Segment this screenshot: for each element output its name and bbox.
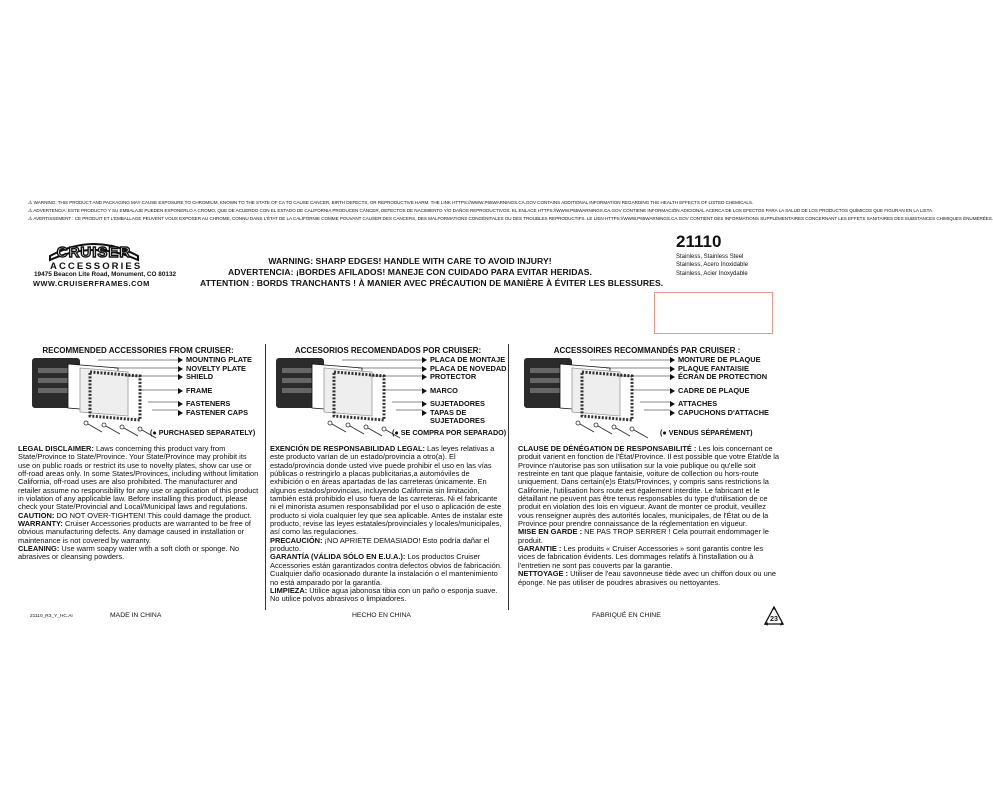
sharp-warning-en: WARNING: SHARP EDGES! HANDLE WITH CARE TO AVOID INJURY! bbox=[268, 256, 552, 266]
prop65-warning-fr: ⚠ AVERTISSEMENT : CE PRODUIT ET L'EMBALLAGE PEUVENT VOUS EXPOSER AU CHROME, CONNU DANS L'ÉTAT DE LA CALIFORNIE COMME POUVANT CAUSER DES CANCERS, DES MALFORMATIONS CONGÉNITALES OU DES TROUBLES REPRODUCTIFS. LE LIEN HTTPS://WWW.P65WARNINGS.CA.GOV CONTIENT DES INFORMATIONS SUPPLÉMENTAIRES CONCERNANT LES EFFETS SANITAIRES DES SUBSTANCES CHIMIQUES ÉNUMÉRÉES. bbox=[28, 216, 993, 222]
part-item: SUJETADORES bbox=[430, 416, 485, 425]
part-item: FASTENERS bbox=[178, 400, 252, 409]
parts-list-en bbox=[178, 356, 252, 417]
part-item: MONTURE DE PLAQUE bbox=[670, 356, 769, 365]
col-title-en: RECOMMENDED ACCESSORIES FROM CRUISER: bbox=[42, 346, 234, 355]
part-item: MOUNTING PLATE bbox=[178, 356, 252, 365]
arrow-icon bbox=[670, 410, 675, 416]
legal-text-es: EXENCIÓN DE RESPONSABILIDAD LEGAL: Las leyes relativas a este producto varían de un estado/provincia a otro(a). El estado/provincia donde usted vive puede prohibir el uso en las vías públicas o restringirlo a placas publicitarias,a automóviles de exhibición o en áreas apartadas de las carreteras únicamente. En algunos estados/provincias, incluyendo California sin limitación, también está prohibido el uso fuera de las carreteras. Ni el fabricante ni el minorista asumen responsabilidad por el uso o aplicación de este producto si viola cualquier ley que sea aplicable. Antes de instalar este producto, revise las leyes estatales/provinciales y locales/municipales, así como las regulaciones. PRECAUCIÓN: ¡NO APRIETE DEMASIADO! Esto podría dañar el producto. GARANTÍA (VÁLIDA SÓLO EN E.U.A.): Los productos Cruiser Accessories están garantizados contra defectos obvios de fabricación. Cualquier daño ocasionado durante la instalación o el mantenimiento no está amparado por la garantía. LIMPIEZA: Utilice agua jabonosa tibia con un paño o esponja suave. No utilice polvos abrasivos o limpiadores. bbox=[270, 444, 503, 604]
cruiser-logo bbox=[48, 234, 140, 264]
legal-text-fr: CLAUSE DE DÉNÉGATION DE RESPONSABILITÉ : Les lois concernant ce produit varient en fonction de l'État/Province. Il est possible que votre État/de la Province n'autorise pas son utilisation sur la voie publique ou qu'elle soit restreinte en tant que plaque fantaisie, voiture de collection ou hors-route uniquement. Dans certain(e)s États/Provinces, y compris sans restrictions la Californie, l'utilisation hors route est également interdite. Le fabricant et le détaillant ne peuvent pas être tenus responsables du type d'utilisation de ce produit en violation des lois en vigueur. Avant de monter ce produit, veuillez vous renseigner auprès des autorités locales, municipales, de l'État ou de la Province pour prendre connaissance de la réglementation en vigueur. MISE EN GARDE : NE PAS TROP SERRER ! Cela pourrait endommager le produit. GARANTIE : Les produits « Cruiser Accessories » sont garantis contre les vices de fabrication évidents. Les dommages relatifs à l'installation ou à l'entretien ne sont pas couverts par la garantie. NETTOYAGE : Utiliser de l'eau savonneuse tiède avec un chiffon doux ou une éponge. Ne pas utiliser de poudres abrasives ou nettoyantes. bbox=[518, 444, 780, 587]
arrow-icon bbox=[670, 388, 675, 394]
part-item: SHIELD bbox=[178, 373, 252, 382]
arrow-icon bbox=[670, 374, 675, 380]
warning-triangle-icon: ⚠ bbox=[28, 208, 33, 214]
col-title-fr: ACCESSOIRES RECOMMANDÉS PAR CRUISER : bbox=[553, 346, 741, 355]
material-en: Stainless, Stainless Steel bbox=[676, 254, 744, 260]
sharp-warning-es: ADVERTENCIA: ¡BORDES AFILADOS! MANEJE CON CUIDADO PARA EVITAR HERIDAS. bbox=[228, 267, 592, 277]
col-title-es: ACCESORIOS RECOMENDADOS POR CRUISER: bbox=[294, 346, 482, 355]
column-divider bbox=[508, 344, 509, 610]
arrow-icon bbox=[178, 374, 183, 380]
warning-triangle-icon: ⚠ bbox=[28, 200, 33, 206]
arrow-icon bbox=[422, 374, 427, 380]
part-item: ATTACHES bbox=[670, 400, 769, 409]
arrow-icon bbox=[178, 388, 183, 394]
arrow-icon bbox=[670, 357, 675, 363]
part-item: ÉCRAN DE PROTECTION bbox=[670, 373, 769, 382]
arrow-icon bbox=[178, 357, 183, 363]
parts-list-fr bbox=[670, 356, 769, 417]
made-in-china-es: HECHO EN CHINA bbox=[352, 612, 411, 619]
material-es: Stainless, Acero Inoxidable bbox=[676, 262, 749, 268]
part-item: PLACA DE MONTAJE bbox=[422, 356, 507, 365]
purchased-separately-note-fr: (● VENDUS SÉPARÉMENT) bbox=[660, 428, 753, 437]
part-item: CAPUCHONS D'ATTACHE bbox=[670, 409, 769, 418]
arrow-icon bbox=[178, 410, 183, 416]
arrow-icon bbox=[178, 401, 183, 407]
arrow-icon bbox=[422, 366, 427, 372]
arrow-icon bbox=[178, 366, 183, 372]
sharp-warning-fr: ATTENTION : BORDS TRANCHANTS ! À MANIER AVEC PRÉCAUTION DE MANIÈRE À ÉVITER LES BLESSURES. bbox=[200, 278, 664, 288]
logo-accessories: ACCESSORIES bbox=[50, 261, 143, 272]
prop65-warning-es: ⚠ ADVERTENCIA: ESTE PRODUCTO Y SU EMBALAJE PUEDEN EXPONERLO A CROMO, QUE DE ACUERDO CON EL ESTADO DE CALIFORNIA PRODUCEN CÁNCER, DEFECTOS DE NACIMIENTO Y/O DAÑOS REPRODUCTIVOS. EL ENLACE HTTPS://WWW.P65WARNINGS.CA.GOV CONTIENE INFORMACIÓN ADICIONAL ACERCA DE LOS EFECTOS PARA LA SALUD DE LOS PRODUCTOS QUÍMICOS QUE FIGURAN EN LA LISTA. bbox=[28, 208, 934, 214]
part-item: TAPAS DE bbox=[422, 409, 507, 418]
file-code: 21110_R3_Y_HC.AI bbox=[30, 614, 73, 619]
part-number: 21110 bbox=[676, 232, 722, 251]
made-in-china-en: MADE IN CHINA bbox=[110, 612, 162, 619]
made-in-china-fr: FABRIQUÉ EN CHINE bbox=[592, 612, 661, 619]
part-item: PLACA DE NOVEDAD bbox=[422, 365, 507, 374]
part-item: FASTENER CAPS bbox=[178, 409, 252, 418]
purchased-separately-note-en: (● PURCHASED SEPARATELY) bbox=[150, 428, 256, 437]
arrow-icon bbox=[422, 401, 427, 407]
part-item: PROTECTOR bbox=[422, 373, 507, 382]
prop65-warning-en: ⚠ WARNING: THIS PRODUCT AND PACKAGING MAY CAUSE EXPOSURE TO CHROMIUM, KNOWN TO THE STATE OF CA TO CAUSE CANCER, BIRTH DEFECTS, OR REPRODUCTIVE HARM. THE LINK HTTPS://WWW.P65WARNINGS.CA.GOV CONTAINS ADDITIONAL INFORMATION REGARDING THE HEALTH EFFECTS OF LISTED CHEMICALS. bbox=[28, 200, 754, 206]
label-area bbox=[654, 292, 773, 334]
warning-triangle-icon: ⚠ bbox=[28, 216, 33, 222]
logo-wordmark: CRUISER bbox=[56, 244, 132, 261]
recycle-code: 23 bbox=[770, 616, 778, 623]
part-item: NOVELTY PLATE bbox=[178, 365, 252, 374]
material-fr: Stainless, Acier Inoxydable bbox=[676, 271, 748, 277]
brand-website: WWW.CRUISERFRAMES.COM bbox=[33, 279, 150, 288]
part-item: FRAME bbox=[178, 387, 252, 396]
part-item: MARCO bbox=[422, 387, 507, 396]
part-item: SUJETADORES bbox=[422, 400, 507, 409]
arrow-icon bbox=[670, 366, 675, 372]
arrow-icon bbox=[422, 357, 427, 363]
arrow-icon bbox=[422, 410, 427, 416]
legal-text-en: LEGAL DISCLAIMER: Laws concerning this product vary from State/Province to State/Province. Your State/Province may prohibit its use on public roads or restrict its use to novelty plates, show car use or off-road areas only. In some States/Provinces, including without limitation California, off-road uses are also prohibited. The manufacturer and retailer assume no responsibility for any use or application of this product in violation of any applicable law. Before installing this product, please check your State/Provincial and Local/Municipal laws and regulations. CAUTION: DO NOT OVER-TIGHTEN! This could damage the product. WARRANTY: Cruiser Accessories products are warranted to be free of obvious manufacturing defects. Any damage caused in installation or maintenance is not covered by warranty. CLEANING: Use warm soapy water with a soft cloth or sponge. No abrasives or cleansing powders. bbox=[18, 444, 259, 562]
parts-list-es bbox=[422, 356, 507, 426]
arrow-icon bbox=[670, 401, 675, 407]
part-item: CADRE DE PLAQUE bbox=[670, 387, 769, 396]
shield-drawing bbox=[80, 368, 128, 416]
purchased-separately-note-es: (● SE COMPRA POR SEPARADO) bbox=[392, 428, 507, 437]
exploded-diagram-fr bbox=[520, 354, 670, 444]
brand-address: 19475 Beacon Lite Road, Monument, CO 80132 bbox=[34, 271, 177, 278]
column-divider bbox=[265, 344, 266, 610]
part-item: PLAQUE FANTAISIE bbox=[670, 365, 769, 374]
recycle-icon bbox=[763, 605, 785, 627]
arrow-icon bbox=[422, 388, 427, 394]
